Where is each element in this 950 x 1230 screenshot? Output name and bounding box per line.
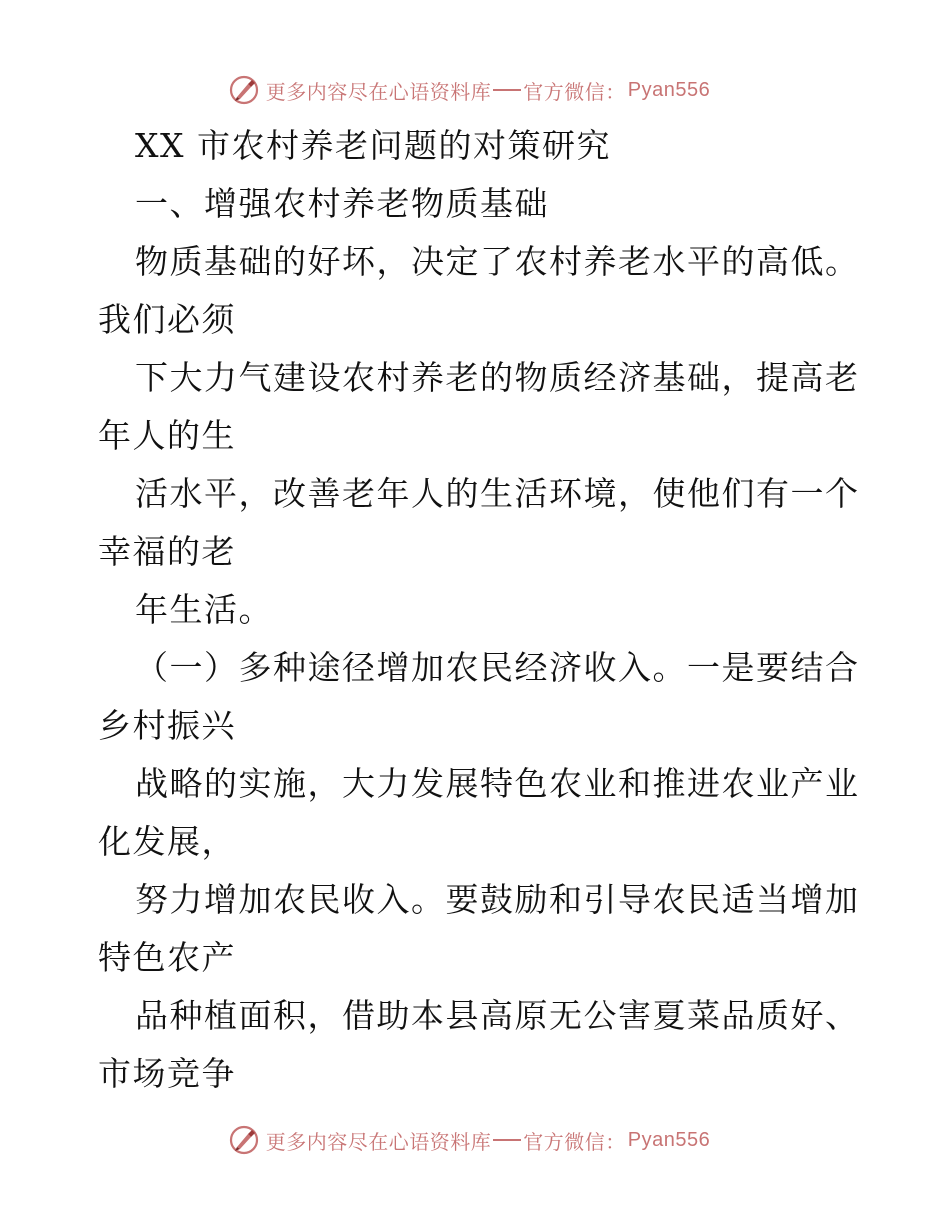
document-body: [98, 117, 858, 1103]
watermark-group: [228, 74, 710, 106]
watermark-wechat-id: Pyan556: [627, 78, 711, 101]
paragraph-line: 品种植面积，借助本县高原无公害夏菜品质好、: [135, 996, 860, 1035]
watermark-text: [266, 1126, 710, 1155]
pen-logo-icon: [228, 74, 260, 106]
subsection-line: （一）多种途径增加农民经济收入。一是要结合: [135, 648, 860, 687]
watermark-dash: [493, 89, 521, 91]
paragraph-line: 年人的生: [98, 416, 236, 455]
header-watermark: [0, 72, 950, 108]
paragraph-line: 年生活。: [135, 590, 273, 629]
paragraph-line: 幸福的老: [98, 532, 236, 571]
watermark-wechat-label: 官方微信：: [523, 79, 626, 104]
paragraph-line: 乡村振兴: [98, 706, 236, 745]
paragraph-line: 化发展，: [98, 822, 236, 861]
paragraph-line: 下大力气建设农村养老的物质经济基础，提高老: [135, 358, 860, 397]
paragraph-line: 活水平，改善老年人的生活环境，使他们有一个: [135, 474, 860, 513]
paragraph-line: 我们必须: [98, 300, 236, 339]
watermark-site-text: 更多内容尽在心语资料库: [265, 79, 492, 104]
pen-logo-icon: [228, 1124, 260, 1156]
paragraph-line: 特色农产: [98, 938, 236, 977]
paragraph-line: 战略的实施，大力发展特色农业和推进农业产业: [135, 764, 860, 803]
paragraph-line: 努力增加农民收入。要鼓励和引导农民适当增加: [135, 880, 860, 919]
footer-watermark: [0, 1122, 950, 1158]
doc-title: XX 市农村养老问题的对策研究: [135, 126, 611, 165]
watermark-dash: [493, 1139, 521, 1141]
watermark-text: [266, 76, 710, 105]
paragraph-line: 市场竞争: [98, 1054, 236, 1093]
watermark-wechat-label: 官方微信：: [523, 1129, 626, 1154]
watermark-wechat-id: Pyan556: [627, 1128, 711, 1151]
watermark-site-text: 更多内容尽在心语资料库: [265, 1129, 492, 1154]
section-heading: 一、增强农村养老物质基础: [135, 184, 549, 223]
watermark-group: [228, 1124, 710, 1156]
paragraph-line: 物质基础的好坏，决定了农村养老水平的高低。: [135, 242, 860, 281]
